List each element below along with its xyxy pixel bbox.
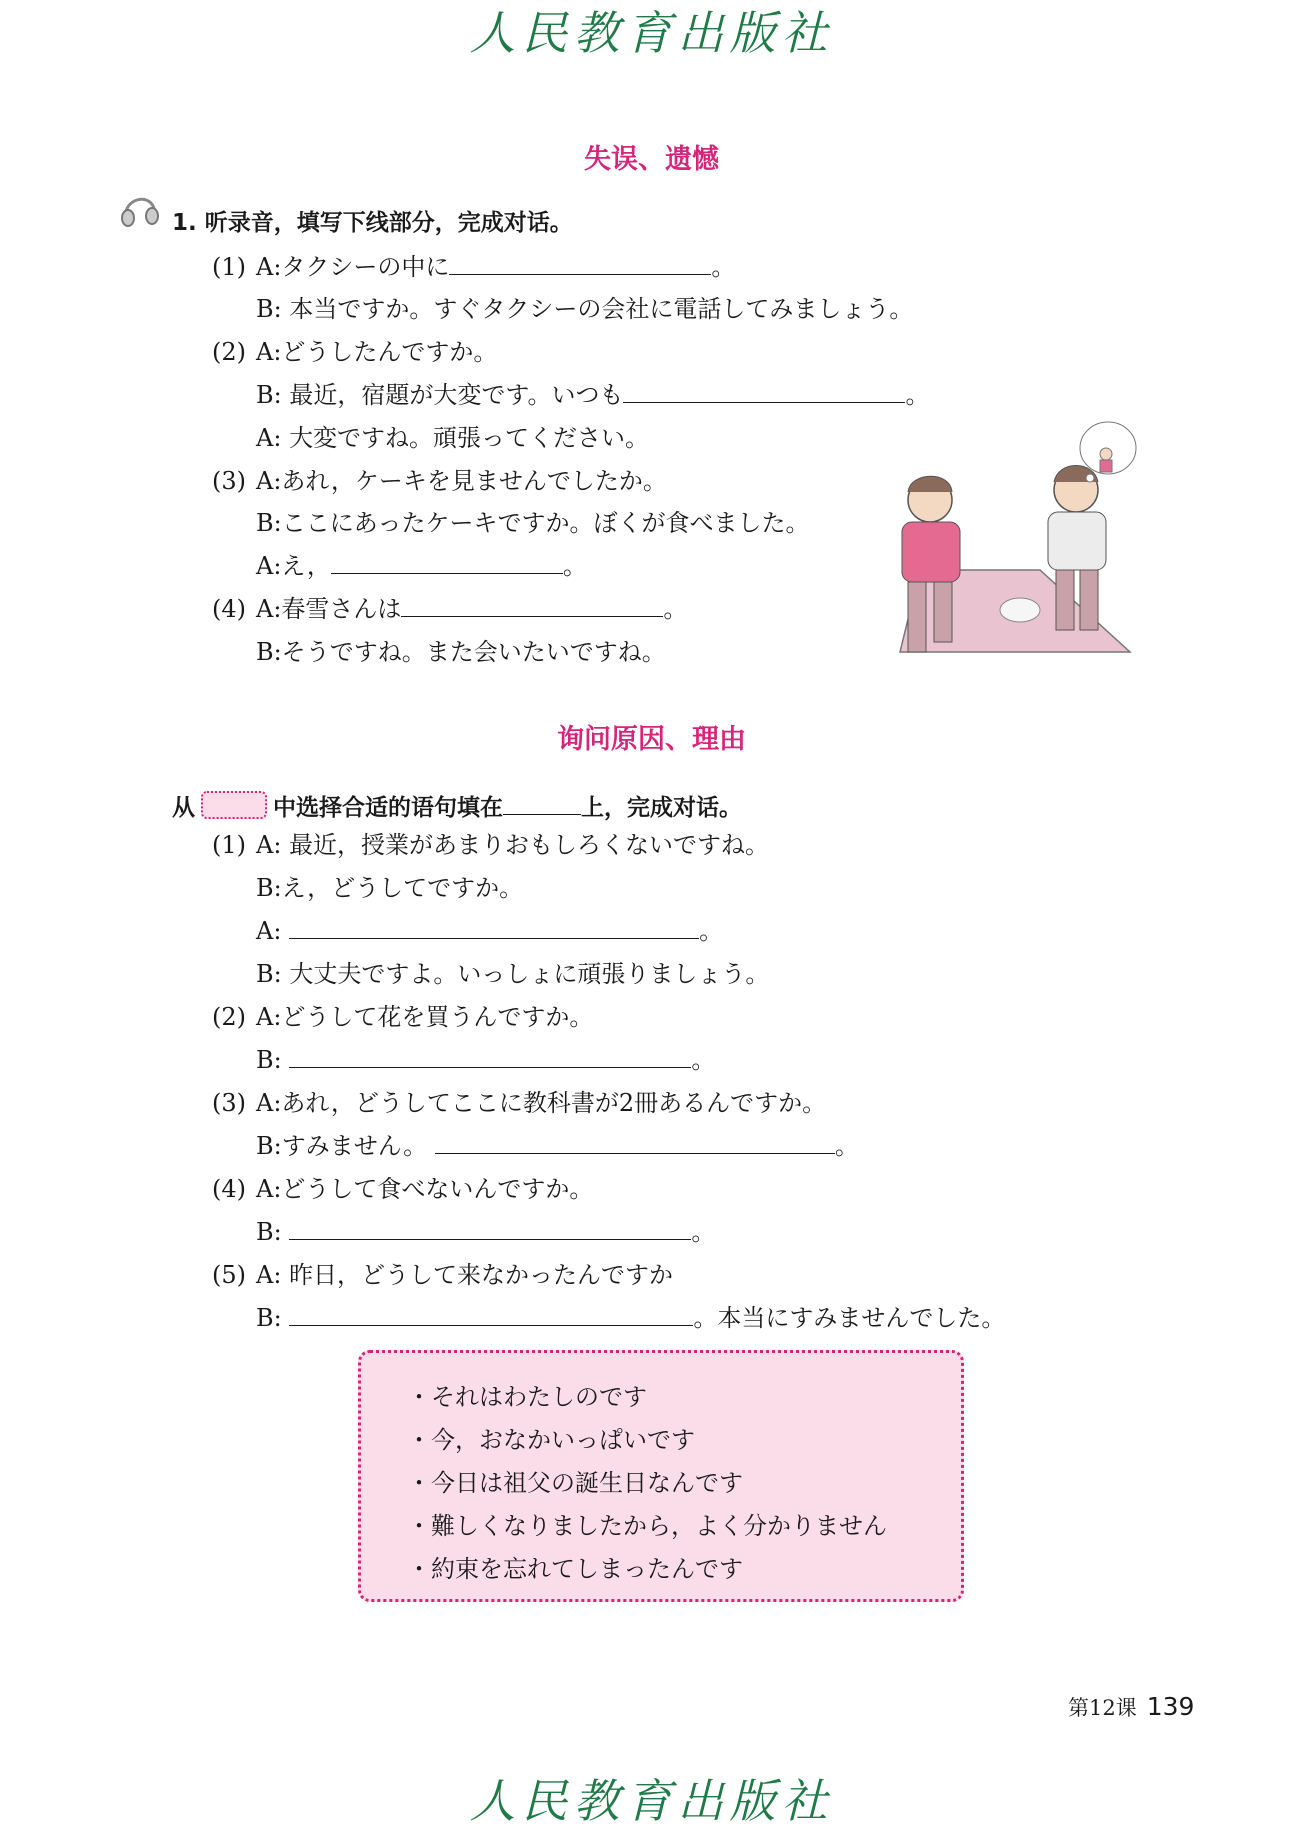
line-end: 。 [699,917,724,945]
answer-blank[interactable] [401,598,663,617]
s2-q2-line-b [256,1048,715,1072]
line-text: どうして花を買うんですか。 [281,1003,594,1031]
speaker-label: A: [256,338,282,366]
s2-q2-number: (2) [212,1003,246,1031]
answer-options-box [358,1350,964,1602]
lesson-label: 第12课 [1068,1696,1137,1720]
s2-q2-line-a [212,1005,593,1029]
line-text: 最近，授業があまりおもしろくないですね。 [289,831,770,859]
answer-blank[interactable] [449,256,711,275]
blank-legend [503,796,581,815]
s1-q2-line-b [256,383,929,407]
answer-blank[interactable] [331,555,563,574]
s1-q4-number: (4) [212,595,246,623]
option-box-legend-icon [201,791,267,819]
option-item: ・それはわたしのです [407,1383,647,1411]
s2-q5-line-a [212,1263,673,1287]
s2-q4-line-a [212,1177,593,1201]
s2-q4-number: (4) [212,1175,246,1203]
boys-cake-illustration [880,420,1140,660]
speaker-label: B: [256,874,282,902]
speaker-label: B: [256,381,282,409]
s1-q3-line-b [256,511,810,535]
line-text: あれ，どうしてここに教科書が2冊あるんですか。 [281,1089,827,1117]
answer-blank[interactable] [289,1049,691,1068]
line-text: どうしたんですか。 [281,338,498,366]
instruction-text: 中选择合适的语句填在 [273,795,503,821]
line-end: 。本当にすみませんでした。 [693,1304,1006,1332]
line-text: どうして食べないんですか。 [281,1175,594,1203]
headphones-icon [118,188,162,232]
option-item: ・約束を忘れてしまったんです [407,1555,743,1583]
speaker-label: A: [256,424,282,452]
answer-blank[interactable] [289,1221,691,1240]
speaker-label: B: [256,1218,282,1246]
line-text: タクシーの中に [281,253,450,281]
speaker-label: B: [256,638,282,666]
s1-q2-line-a [212,340,497,364]
s1-q3-line-c [256,554,587,578]
section-title-mistakes: 失误、遗憾 [584,144,719,175]
line-text: 本当ですか。すぐタクシーの会社に電話してみましょう。 [289,295,914,323]
speaker-label: B: [256,1046,282,1074]
speaker-label: A: [256,253,282,281]
s1-q4-line-b [256,640,666,664]
option-item: ・難しくなりましたから，よく分かりません [407,1512,887,1540]
speaker-label: A: [256,1003,282,1031]
s2-q3-line-b [256,1134,859,1158]
s2-q1-line-c [256,919,723,943]
speaker-label: B: [256,1304,282,1332]
s1-q2-number: (2) [212,338,246,366]
s1-q1-number: (1) [212,253,246,281]
line-end: 。 [711,253,736,281]
line-text: 最近，宿題が大変です。いつも [289,381,624,409]
s2-q3-number: (3) [212,1089,246,1117]
page-footer [1068,1694,1194,1719]
speaker-label: B: [256,1132,282,1160]
s2-q1-line-b [256,876,523,900]
exercise-1-instruction: 1. 听录音，填写下线部分，完成对话。 [172,210,573,236]
speaker-label: B: [256,509,282,537]
instruction-text: 上，完成对话。 [581,795,742,821]
answer-blank[interactable] [435,1135,835,1154]
s2-q5-line-b [256,1306,1005,1330]
speaker-label: A: [256,1089,282,1117]
line-text: え，どうしてですか。 [281,874,524,902]
line-end: 。 [905,381,930,409]
s1-q1-line-a [212,255,735,279]
s2-q5-number: (5) [212,1261,246,1289]
line-text: 大変ですね。頑張ってください。 [289,424,650,452]
s1-q2-line-c [256,426,649,450]
line-end: 。 [663,595,688,623]
s1-q4-line-a [212,597,687,621]
s1-q3-line-a [212,469,667,493]
line-text: ここにあったケーキですか。ぼくが食べました。 [281,509,810,537]
line-end: 。 [691,1218,716,1246]
exercise-2-instruction [172,791,742,820]
speaker-label: A: [256,1175,282,1203]
page-number: 139 [1146,1692,1195,1721]
s2-q3-line-a [212,1091,826,1115]
line-text: あれ，ケーキを見ませんでしたか。 [281,467,667,495]
s2-q4-line-b [256,1220,715,1244]
line-text: 昨日，どうして来なかったんですか [289,1261,674,1289]
speaker-label: B: [256,960,282,988]
line-end: 。 [562,552,587,580]
speaker-label: A: [256,1261,282,1289]
answer-blank[interactable] [289,1307,693,1326]
section-title-reasons: 询问原因、理由 [557,724,746,755]
line-text: すみません。 [281,1132,428,1160]
s2-q1-line-d [256,962,769,986]
line-text: 大丈夫ですよ。いっしょに頑張りましょう。 [289,960,770,988]
line-end: 。 [691,1046,716,1074]
s2-q1-line-a [212,833,769,857]
line-text: そうですね。また会いたいですね。 [281,638,666,666]
option-item: ・今，おなかいっぱいです [407,1426,695,1454]
s1-q3-number: (3) [212,467,246,495]
publisher-watermark-bottom: 人民教育出版社 [469,1774,834,1828]
answer-blank[interactable] [289,920,699,939]
s1-q1-line-b [256,297,913,321]
answer-blank[interactable] [623,384,905,403]
line-text: え， [281,552,331,580]
speaker-label: A: [256,917,282,945]
line-text: 春雪さんは [281,595,402,623]
speaker-label: A: [256,467,282,495]
speaker-label: B: [256,295,282,323]
publisher-watermark-top: 人民教育出版社 [469,6,834,60]
speaker-label: A: [256,552,282,580]
option-item: ・今日は祖父の誕生日なんです [407,1469,743,1497]
s2-q1-number: (1) [212,831,246,859]
speaker-label: A: [256,595,282,623]
speaker-label: A: [256,831,282,859]
instruction-text: 从 [172,795,195,821]
line-end: 。 [834,1132,859,1160]
